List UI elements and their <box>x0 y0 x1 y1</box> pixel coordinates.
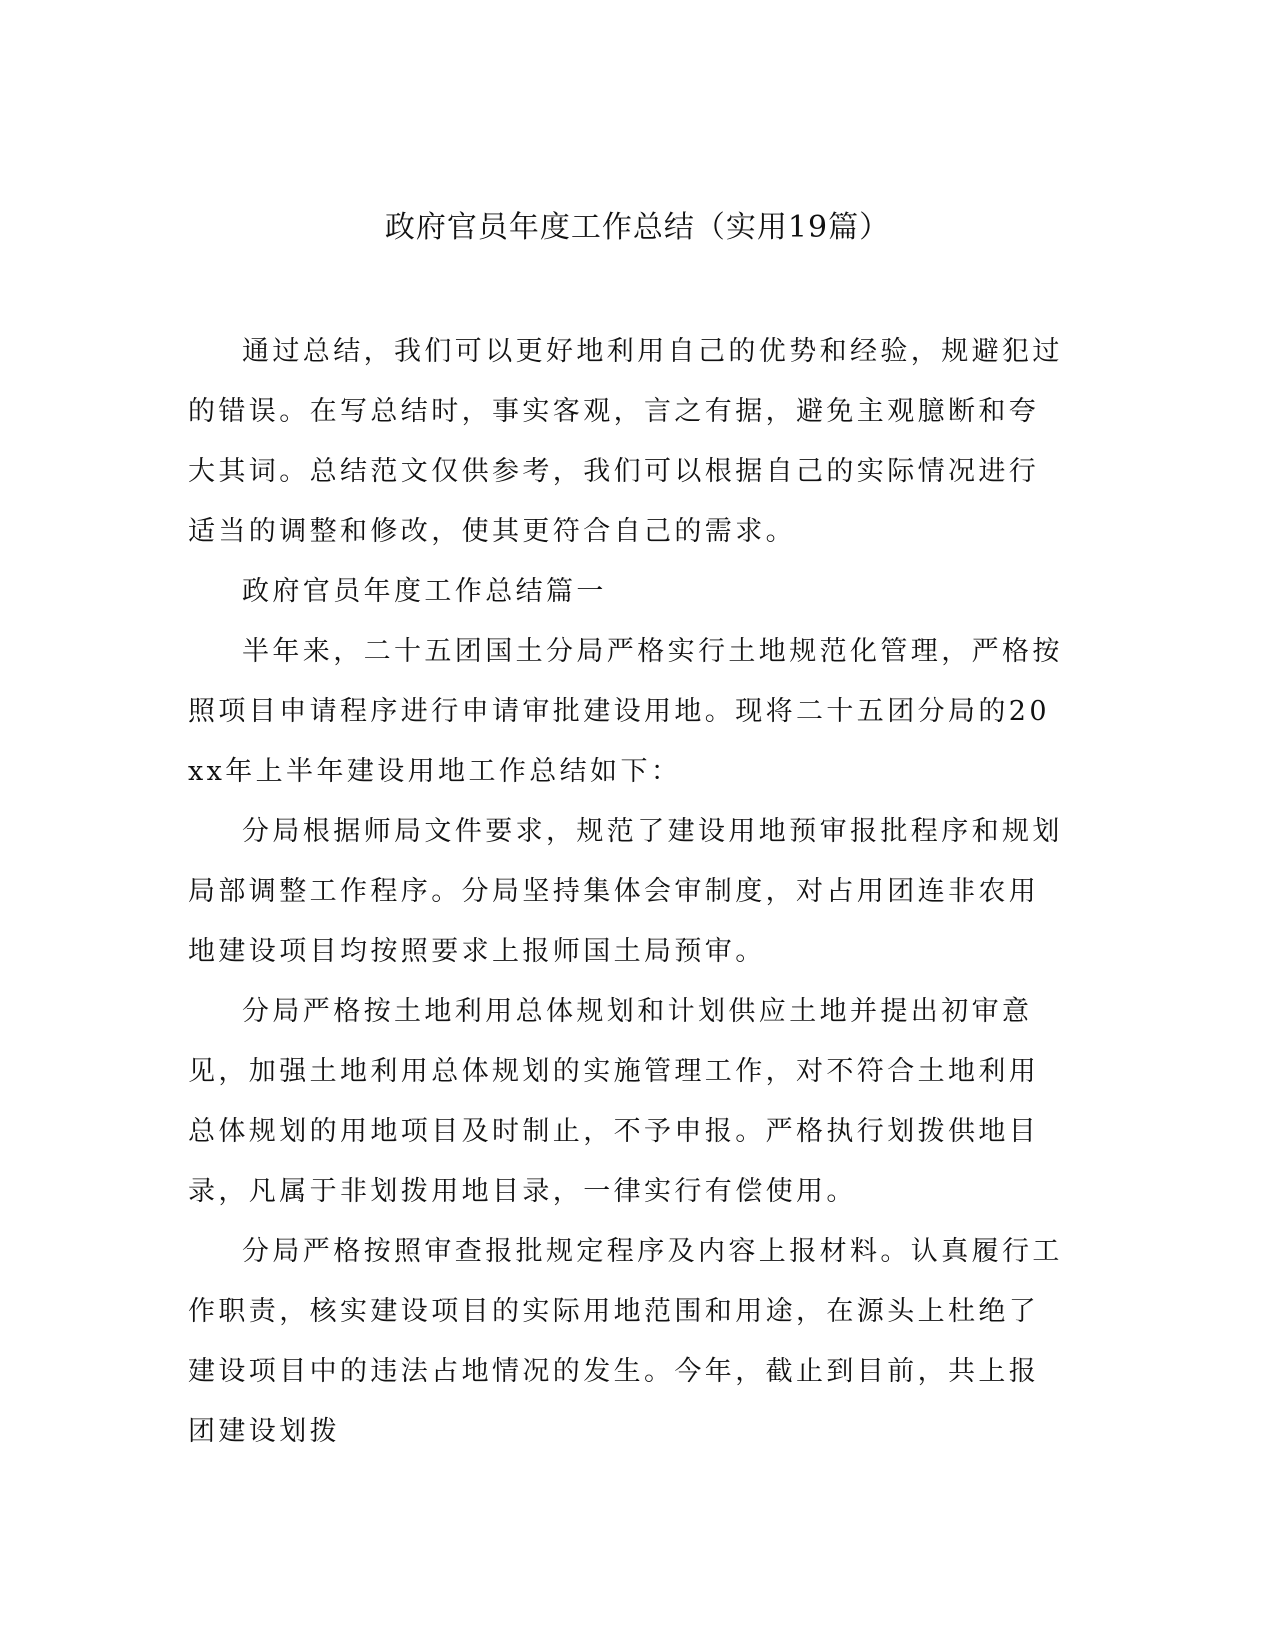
body-paragraph: 分局严格按土地利用总体规划和计划供应土地并提出初审意见，加强土地利用总体规划的实施管理工作，对不符合土地利用总体规划的用地项目及时制止，不予申报。严格执行划拨供地目录，凡属于非划拨用地目录，一律实行有偿使用。 <box>188 996 1040 1207</box>
document-body <box>188 322 1068 1462</box>
body-paragraph: 分局严格按照审查报批规定程序及内容上报材料。认真履行工作职责，核实建设项目的实际用地范围和用途，在源头上杜绝了建设项目中的违法占地情况的发生。今年，截止到目前，共上报团建设划拨 <box>188 1236 1063 1447</box>
section-heading: 政府官员年度工作总结篇一 <box>242 576 607 607</box>
body-paragraph: 半年来，二十五团国土分局严格实行土地规范化管理，严格按照项目申请程序进行申请审批建设用地。现将二十五团分局的20xx年上半年建设用地工作总结如下： <box>188 636 1063 787</box>
body-paragraph: 分局根据师局文件要求，规范了建设用地预审报批程序和规划局部调整工作程序。分局坚持集体会审制度，对占用团连非农用地建设项目均按照要求上报师国土局预审。 <box>188 816 1063 967</box>
document-title: 政府官员年度工作总结（实用19篇） <box>384 210 891 245</box>
intro-paragraph: 通过总结，我们可以更好地利用自己的优势和经验，规避犯过的错误。在写总结时，事实客观，言之有据，避免主观臆断和夸大其词。总结范文仅供参考，我们可以根据自己的实际情况进行适当的调整和修改，使其更符合自己的需求。 <box>188 336 1063 547</box>
